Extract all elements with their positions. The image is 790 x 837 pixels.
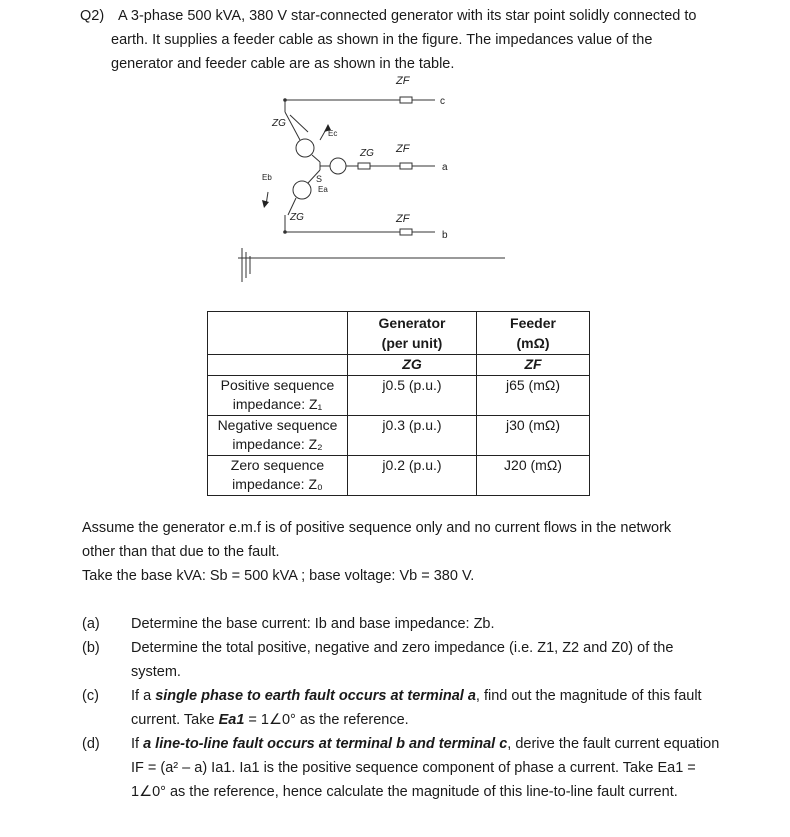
header-generator: Generator (per unit) <box>348 312 477 355</box>
header-empty <box>208 312 348 355</box>
zf-top-label: ZF <box>396 75 410 87</box>
table-symbol-row <box>208 355 590 376</box>
zg-mid-label: ZG <box>360 148 374 159</box>
item-a-text: Determine the base current: Ib and base impedance: Zb. <box>131 616 495 632</box>
item-c-line-2: current. Take Ea1 = 1∠0° as the reference. <box>131 712 409 728</box>
assumption-line-3: Take the base kVA: Sb = 500 kVA ; base voltage: Vb = 380 V. <box>82 568 475 584</box>
item-d-line-1: If a line-to-line fault occurs at terminal b and terminal c, derive the fault current equation <box>131 736 720 752</box>
header-feeder: Feeder (mΩ) <box>477 312 590 355</box>
item-a-label: (a) <box>82 616 100 632</box>
eb-label: Eb <box>262 173 272 182</box>
question-line-3: generator and feeder cable are as shown in the table. <box>111 56 455 72</box>
terminal-a-label: a <box>442 162 448 173</box>
item-b-line-1: Determine the total positive, negative and zero impedance (i.e. Z1, Z2 and Z0) of the <box>131 640 674 656</box>
zg-bot-label: ZG <box>290 212 304 223</box>
item-c-line-1: If a single phase to earth fault occurs at terminal a, find out the magnitude of this fault <box>131 688 702 704</box>
item-b-label: (b) <box>82 640 100 656</box>
source-c <box>296 139 314 157</box>
question-number: Q2) <box>80 8 105 24</box>
table-row: Negative sequence impedance: Z₂ j0.3 (p.u.) j30 (mΩ) <box>208 415 590 455</box>
item-b-line-2: system. <box>131 664 181 680</box>
feed-positive: j65 (mΩ) <box>477 375 590 415</box>
zf-c-resistor <box>400 97 412 103</box>
source-b <box>293 181 311 199</box>
feeder-symbol: ZF <box>477 355 590 376</box>
assumption-line-2: other than that due to the fault. <box>82 544 280 560</box>
impedance-table <box>207 311 590 496</box>
table-header-row <box>208 312 590 355</box>
zf-mid-label: ZF <box>396 143 410 155</box>
item-d-line-3: 1∠0° as the reference, hence calculate the magnitude of this line-to-line fault current. <box>131 784 678 800</box>
source-a <box>330 158 346 174</box>
table-row: Zero sequence impedance: Z₀ j0.2 (p.u.) J20 (mΩ) <box>208 455 590 495</box>
feed-zero: J20 (mΩ) <box>477 455 590 495</box>
zf-bot-label: ZF <box>396 213 410 225</box>
gen-positive: j0.5 (p.u.) <box>348 375 477 415</box>
zg-a-resistor <box>358 163 370 169</box>
assumption-line-1: Assume the generator e.m.f is of positive sequence only and no current flows in the network <box>82 520 672 536</box>
question-line-1: A 3-phase 500 kVA, 380 V star-connected generator with its star point solidly connected to <box>118 8 697 24</box>
generator-symbol: ZG <box>348 355 477 376</box>
zf-b-resistor <box>400 229 412 235</box>
terminal-b-label: b <box>442 230 448 241</box>
gen-negative: j0.3 (p.u.) <box>348 415 477 455</box>
feed-negative: j30 (mΩ) <box>477 415 590 455</box>
item-d-label: (d) <box>82 736 100 752</box>
question-line-2: earth. It supplies a feeder cable as shown in the figure. The impedances value of the <box>111 32 653 48</box>
star-point-label: S <box>316 174 323 184</box>
ea-label: Ea <box>318 185 328 194</box>
item-d-line-2: IF = (a² – a) Ia1. Ia1 is the positive sequence component of phase a current. Take Ea1 = <box>131 760 696 776</box>
table-row: Positive sequence impedance: Z₁ j0.5 (p.u.) j65 (mΩ) <box>208 375 590 415</box>
question-text <box>118 4 758 28</box>
ec-label: Ec <box>328 129 338 138</box>
item-c-label: (c) <box>82 688 99 704</box>
zg-top-label: ZG <box>272 118 286 129</box>
circuit-diagram <box>220 70 520 295</box>
terminal-c-label: c <box>440 96 445 107</box>
gen-zero: j0.2 (p.u.) <box>348 455 477 495</box>
zf-a-resistor <box>400 163 412 169</box>
